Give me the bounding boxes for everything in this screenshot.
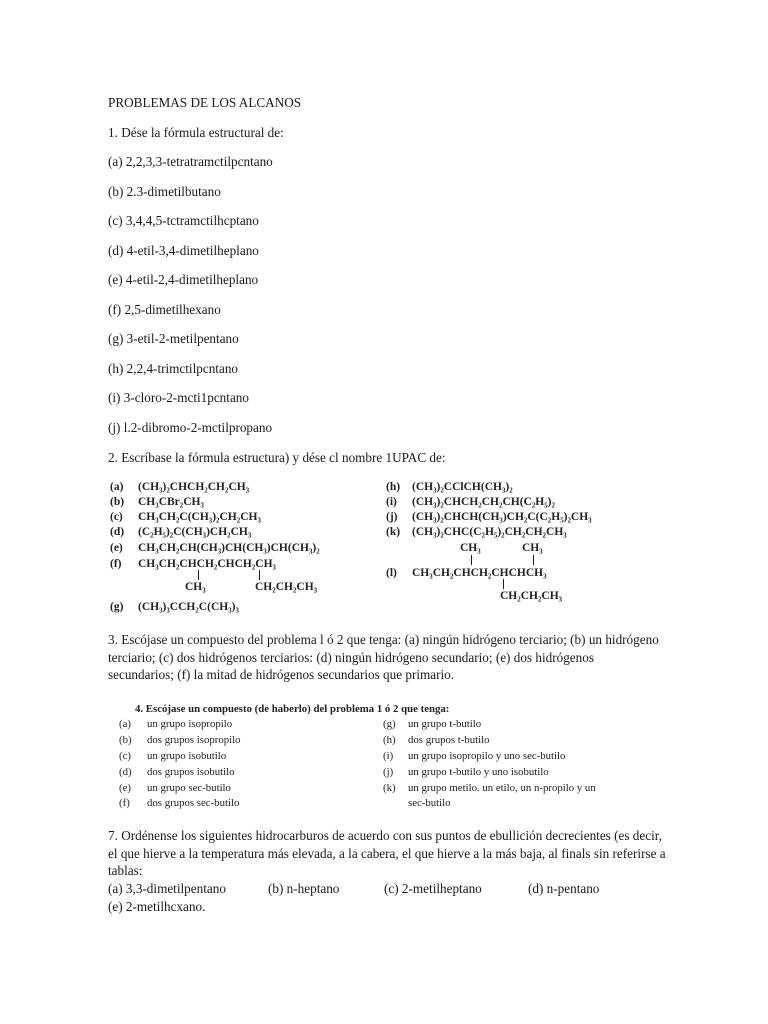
q2-label: (b): [110, 496, 125, 508]
bond-line: [198, 570, 199, 580]
bond-line: [503, 579, 504, 589]
q1-item: (g) 3-etil-2-metilpentano: [108, 331, 239, 346]
q4-item: un grupo t-butilo y uno isobutilo: [408, 766, 549, 778]
q4-item: dos grupos isobutilo: [147, 766, 235, 778]
q7-text: 7. Ordénense los siguientes hidrocarburos de acuerdo con sus puntos de ebullición decrecientes (es decir, el que hierve a la temperatura más elevada, a la cabera, el que hierve a la más baja, al finals sin referirse a tablas:: [108, 828, 666, 878]
q2-label: (a): [110, 481, 124, 493]
q2-formula: CH₃CH₂CHCH₂CHCH₂CH₃: [138, 558, 276, 570]
q4-item: un grupo t-butilo: [408, 718, 482, 730]
bond-line: [471, 555, 472, 565]
q2-substituent: CH₃: [185, 581, 206, 593]
q2-substituent: CH₃: [460, 542, 481, 554]
q2-substituent: CH₂CH₂CH₃: [500, 590, 563, 602]
q7-option: (c) 2-metilheptano: [384, 881, 482, 896]
q1-item: (e) 4-etil-2,4-dimetilheplano: [108, 272, 259, 287]
q2-substituent: CH₃: [522, 542, 543, 554]
q2-substituent: CH₂CH₂CH₃: [255, 581, 318, 593]
q2-formula: (CH₃)₂CHCH₂CH₂CH(C₂H₅)₂: [412, 496, 555, 508]
q4-label: (d): [119, 766, 132, 778]
q2-label: (h): [386, 481, 401, 493]
q4-item: un grupo sec-butilo: [147, 782, 231, 794]
q1-item: (h) 2,2,4-trimctilpcntano: [108, 361, 239, 376]
q7-option: (a) 3,3-dimetilpentano: [108, 881, 226, 896]
q2-label: (d): [110, 526, 125, 538]
q4-item: dos grupos isopropilo: [147, 734, 241, 746]
q4-label: (f): [119, 797, 130, 809]
q4-item: un grupo metilo. un etilo, un n-propilo y un: [408, 782, 596, 794]
q2-formula: (C₂H₅)₂C(CH₃)CH₂CH₃: [138, 526, 252, 538]
q1-item: (i) 3-cloro-2-mcti1pcntano: [108, 390, 249, 405]
page-title: PROBLEMAS DE LOS ALCANOS: [108, 95, 302, 110]
q2-formula: (CH₃)₂CHC(C₂H₅)₂CH₂CH₂CH₃: [412, 526, 567, 538]
q2-formula: (CH₃)₃CCH₂C(CH₃)₃: [138, 601, 239, 613]
q2-formula: CH₃CH₂CHCH₂CHCHCH₃: [412, 567, 547, 579]
q4-item: sec-butilo: [408, 797, 451, 809]
q4-item: dos grupos t-butilo: [408, 734, 490, 746]
q7-option: (e) 2-metilhcxano.: [108, 899, 206, 914]
q1-item: (j) l.2-dibromo-2-mctilpropano: [108, 420, 273, 435]
q1-item: (b) 2.3-dimetilbutano: [108, 184, 221, 199]
q4-label: (a): [119, 718, 131, 730]
q4-label: (i): [383, 750, 394, 762]
q4-label: (e): [119, 782, 131, 794]
q4-label: (g): [383, 718, 396, 730]
q2-label: (i): [386, 496, 397, 508]
q2-formula: CH₃CH₂CH(CH₃)CH(CH₃)CH(CH₃)₂: [138, 542, 320, 554]
bond-line: [259, 570, 260, 580]
q4-label: (b): [119, 734, 132, 746]
q4-item: dos grupos sec-butilo: [147, 797, 240, 809]
q4-item: un grupo isobutilo: [147, 750, 227, 762]
q4-label: (h): [383, 734, 396, 746]
q1-item: (f) 2,5-dimetilhexano: [108, 302, 221, 317]
q1-item: (a) 2,2,3,3-tetratramctilpcntano: [108, 154, 273, 169]
bond-line: [533, 555, 534, 565]
q2-label: (g): [110, 601, 124, 613]
q3-text: 3. Escójase un compuesto del problema l ó 2 que tenga: (a) ningún hidrógeno terciario; (b) un hidrógeno terciario; (c) dos hidrógenos terciarios: (d) ningún hidrógeno secundario; (e) dos hidrógenos secundarios; (f) la mitad de hidrógenos secundarios que primario.: [108, 632, 659, 682]
q4-prompt: 4. Escójase un compuesto (de haberlo) del problema 1 ó 2 que tenga:: [135, 703, 450, 715]
q1-item: (c) 3,4,4,5-tctramctilhcptano: [108, 213, 259, 228]
q7-option: (d) n-pentano: [528, 881, 600, 896]
q4-item: un grupo isopropilo: [147, 718, 233, 730]
q2-formula: CH₃CH₂C(CH₃)₂CH₂CH₃: [138, 511, 261, 523]
q2-formula: (CH₃)₂CHCH(CH₃)CH₂C(C₂H₅)₂CH₃: [412, 511, 592, 523]
q2-label: (c): [110, 511, 123, 523]
q2-label: (j): [386, 511, 398, 523]
q1-prompt: 1. Dése la fórmula estructural de:: [108, 125, 284, 140]
q1-item: (d) 4-etil-3,4-dimetilheplano: [108, 243, 259, 258]
q2-label: (l): [386, 567, 397, 579]
q4-label: (k): [383, 782, 396, 794]
q2-formula: (CH₃)₂CHCH₂CH₂CH₃: [138, 481, 250, 493]
q4-item: un grupo isopropilo y uno sec-butilo: [408, 750, 566, 762]
q2-formula: (CH₃)₂CClCH(CH₃)₂: [412, 481, 513, 493]
q4-label: (j): [383, 766, 394, 778]
q4-label: (c): [119, 750, 131, 762]
q7-option: (b) n-heptano: [268, 881, 340, 896]
q2-label: (f): [110, 558, 122, 570]
q2-formula: CH₃CBr₂CH₃: [138, 496, 204, 508]
q2-prompt: 2. Escríbase la fórmula estructura) y dése cl nombre 1UPAC de:: [108, 450, 446, 465]
q2-label: (e): [110, 542, 123, 554]
q2-label: (k): [386, 526, 401, 538]
